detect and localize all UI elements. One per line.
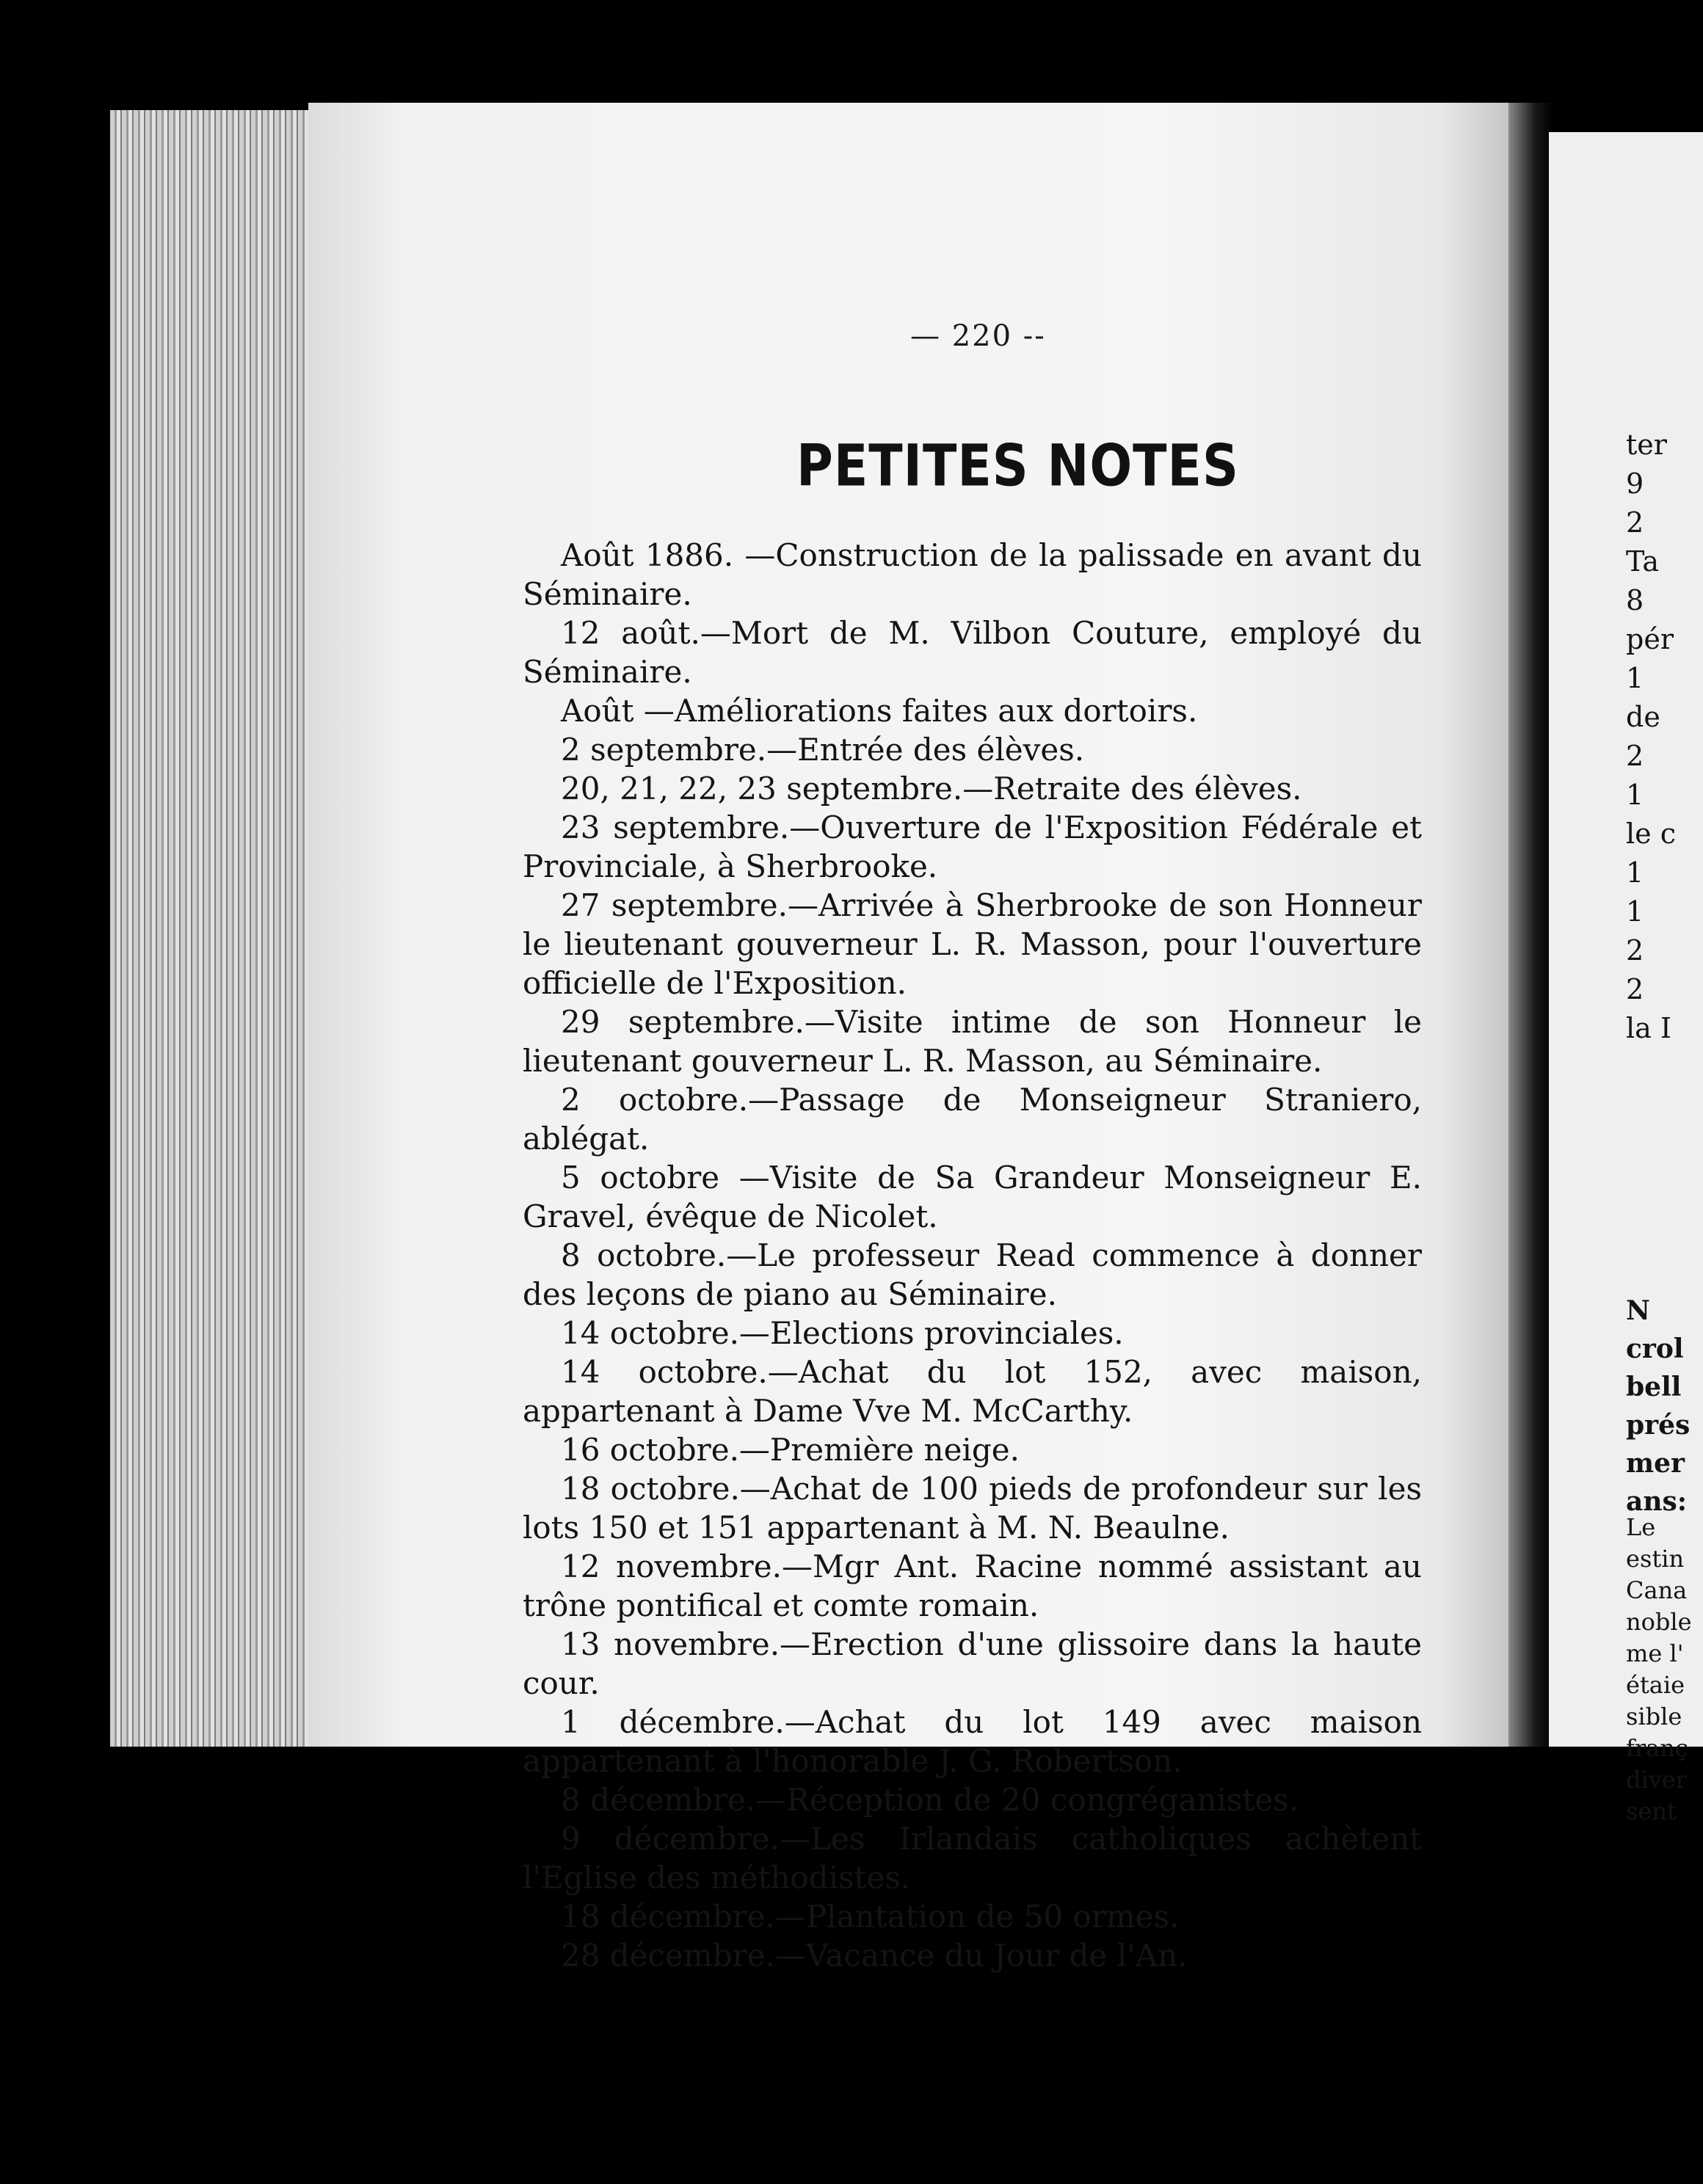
right-fragment: de: [1626, 701, 1660, 733]
note-item: 12 août.—Mort de M. Vilbon Couture, employé du Séminaire.: [523, 615, 1422, 690]
note-item: 18 décembre.—Plantation de 50 ormes.: [561, 1899, 1180, 1934]
note-item: 16 octobre.—Première neige.: [561, 1432, 1020, 1468]
note-item: 14 octobre.—Achat du lot 152, avec maison, appartenant à Dame Vve M. McCarthy.: [523, 1354, 1422, 1429]
right-fragment: étaie: [1626, 1671, 1685, 1699]
right-fragment: Cana: [1626, 1576, 1688, 1604]
note-item: Août 1886. —Construction de la palissade en avant du Séminaire.: [523, 537, 1422, 612]
page-edges: [110, 110, 323, 1747]
right-fragment: prés: [1626, 1410, 1691, 1441]
right-fragment: le c: [1626, 818, 1677, 850]
right-fragment: Le: [1626, 1513, 1656, 1541]
right-fragment: 1: [1626, 895, 1644, 928]
right-fragment: 1: [1626, 779, 1644, 811]
right-fragment: sent: [1626, 1797, 1677, 1825]
page-number: — 220 --: [910, 319, 1046, 353]
note-item: 29 septembre.—Visite intime de son Honneur le lieutenant gouverneur L. R. Masson, au Séminaire.: [523, 1004, 1422, 1079]
note-item: 2 septembre.—Entrée des élèves.: [561, 732, 1085, 768]
right-fragment: pér: [1626, 623, 1674, 655]
right-fragment: 1: [1626, 856, 1644, 889]
note-item: 2 octobre.—Passage de Monseigneur Straniero, ablégat.: [523, 1082, 1422, 1157]
right-fragment: sible: [1626, 1703, 1682, 1730]
note-item: 13 novembre.—Erection d'une glissoire dans la haute cour.: [523, 1626, 1422, 1701]
right-fragment: 2: [1626, 973, 1644, 1005]
note-item: Août —Améliorations faites aux dortoirs.: [561, 693, 1198, 729]
notes-list: [523, 536, 1422, 1975]
note-item: 18 octobre.—Achat de 100 pieds de profondeur sur les lots 150 et 151 appartenant à M. N. Beaulne.: [523, 1471, 1422, 1546]
note-item: 12 novembre.—Mgr Ant. Racine nommé assistant au trône pontifical et comte romain.: [523, 1548, 1422, 1623]
right-fragment: 8: [1626, 584, 1644, 616]
right-fragment: N: [1626, 1295, 1650, 1326]
right-fragment: ans:: [1626, 1486, 1688, 1517]
right-fragment: me l': [1626, 1639, 1684, 1667]
right-fragment: diver: [1626, 1766, 1688, 1794]
note-item: 1 décembre.—Achat du lot 149 avec maison appartenant à l'honorable J. G. Robertson.: [523, 1704, 1422, 1779]
right-fragment: mer: [1626, 1448, 1685, 1479]
right-fragment: 1: [1626, 662, 1644, 694]
page-title: PETITES NOTES: [796, 433, 1239, 500]
note-item: 9 décembre.—Les Irlandais catholiques achètent l'Eglise des méthodistes.: [523, 1821, 1422, 1896]
right-fragment: 9: [1626, 467, 1644, 500]
right-fragment: ter: [1626, 429, 1667, 461]
right-fragment: Ta: [1626, 545, 1660, 578]
right-fragment: franç: [1626, 1734, 1688, 1762]
note-item: 28 décembre.—Vacance du Jour de l'An.: [561, 1937, 1188, 1973]
right-fragment: noble: [1626, 1608, 1692, 1636]
book-gutter: [1508, 103, 1553, 1747]
right-fragment: estin: [1626, 1545, 1685, 1573]
right-page-text-mid: [1626, 1292, 1703, 1521]
right-page-text-top: [1626, 426, 1703, 1048]
right-fragment: la I: [1626, 1012, 1671, 1044]
note-item: 14 octobre.—Elections provinciales.: [561, 1315, 1124, 1351]
note-item: 8 décembre.—Réception de 20 congréganistes.: [561, 1782, 1299, 1818]
right-page-text-bottom: [1626, 1512, 1703, 1827]
right-fragment: bell: [1626, 1372, 1682, 1402]
right-fragment: crol: [1626, 1333, 1684, 1364]
note-item: 5 octobre —Visite de Sa Grandeur Monseigneur E. Gravel, évêque de Nicolet.: [523, 1160, 1422, 1234]
right-fragment: 2: [1626, 506, 1644, 539]
note-item: 20, 21, 22, 23 septembre.—Retraite des élèves.: [561, 771, 1302, 807]
note-item: 23 septembre.—Ouverture de l'Exposition Fédérale et Provinciale, à Sherbrooke.: [523, 809, 1422, 884]
right-fragment: 2: [1626, 740, 1644, 772]
note-item: 8 octobre.—Le professeur Read commence à donner des leçons de piano au Séminaire.: [523, 1237, 1422, 1312]
right-fragment: 2: [1626, 934, 1644, 967]
note-item: 27 septembre.—Arrivée à Sherbrooke de son Honneur le lieutenant gouverneur L. R. Masson, pour l'ouverture officielle de l'Exposition.: [523, 887, 1422, 1001]
